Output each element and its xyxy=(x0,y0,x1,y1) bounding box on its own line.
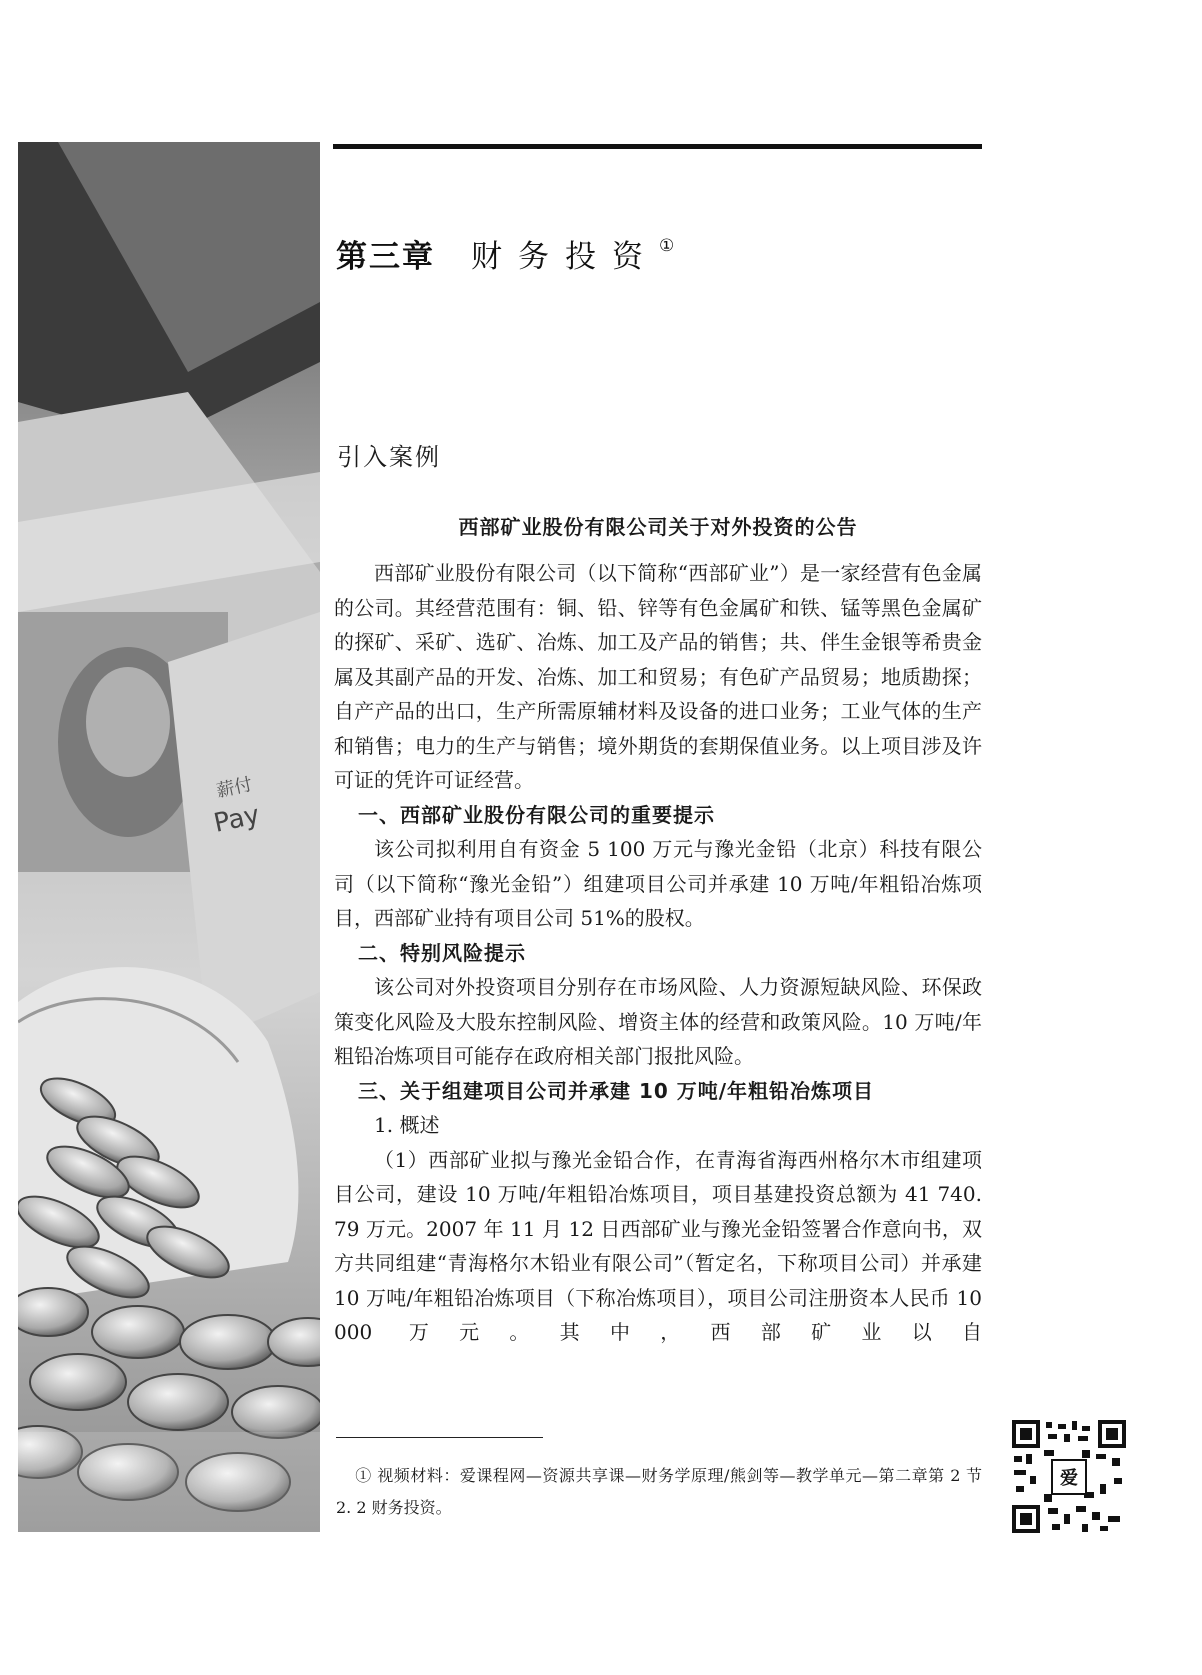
qr-code[interactable] xyxy=(1012,1420,1126,1533)
section-label: 引入案例 xyxy=(337,443,441,471)
qr-code-graphic xyxy=(1012,1420,1126,1533)
footnote-rule xyxy=(336,1437,543,1438)
qr-logo-char: 爱 xyxy=(1060,1468,1078,1489)
chapter-title xyxy=(336,238,674,273)
cover-photo xyxy=(18,142,320,1532)
paragraph-important-notice: 该公司拟利用自有资金 5 100 万元与豫光金铅（北京）科技有限公司（以下简称“豫光金铅”）组建项目公司并承建 10 万吨/年粗铅冶炼项目，西部矿业持有项目公司 51%的股权。 xyxy=(334,837,982,930)
paragraph-overview: （1）西部矿业拟与豫光金铅合作，在青海省海西州格尔木市组建项目公司，建设 10 万吨/年粗铅冶炼项目，项目基建投资总额为 41 740. 79 万元。2007 年 11 月 12 日西部矿业与豫光金铅签署合作意向书，双方共同组建“青海格尔木铅业有限公司”（暂定名，下称项目公司）并承建 10 万吨/年粗铅冶炼项目（下称冶炼项目），项目公司注册资本人民币 10 000 万元。其中，西部矿业以自 xyxy=(334,1147,982,1344)
chapter-footnote-mark: ① xyxy=(659,236,675,256)
chapter-number: 第三章 xyxy=(336,239,435,275)
chapter-top-rule xyxy=(333,144,982,149)
heading-important-notice: 一、西部矿业股份有限公司的重要提示 xyxy=(358,802,715,827)
article-title: 西部矿业股份有限公司关于对外投资的公告 xyxy=(458,515,858,539)
footnote: ① 视频材料：爱课程网—资源共享课—财务学原理/熊剑等—教学单元—第二章第 2 节 2. 2 财务投资。 xyxy=(336,1466,982,1517)
subheading-overview: 1. 概述 xyxy=(374,1113,440,1137)
heading-project: 三、关于组建项目公司并承建 10 万吨/年粗铅冶炼项目 xyxy=(358,1078,875,1103)
stamp-text-cn: 薪付 xyxy=(214,773,255,802)
article-intro: 西部矿业股份有限公司（以下简称“西部矿业”）是一家经营有色金属的公司。其经营范围有：铜、铅、锌等有色金属矿和铁、锰等黑色金属矿的探矿、采矿、选矿、冶炼、加工及产品的销售；共、伴生金银等希贵金属及其副产品的开发、冶炼、加工和贸易；有色矿产品贸易；地质勘探；自产产品的出口，生产所需原辅材料及设备的进口业务；工业气体的生产和销售；电力的生产与销售；境外期货的套期保值业务。以上项目涉及许可证的凭许可证经营。 xyxy=(334,561,982,792)
paragraph-special-risk: 该公司对外投资项目分别存在市场风险、人力资源短缺风险、环保政策变化风险及大股东控制风险、增资主体的经营和政策风险。10 万吨/年粗铅冶炼项目可能存在政府相关部门报批风险。 xyxy=(334,975,982,1068)
stamp-text-en: Pay xyxy=(211,799,263,839)
case-article xyxy=(334,512,982,1350)
heading-special-risk: 二、特别风险提示 xyxy=(358,940,526,965)
coins-and-money-photo xyxy=(18,142,320,1532)
chapter-name: 财务投资 xyxy=(471,239,659,275)
